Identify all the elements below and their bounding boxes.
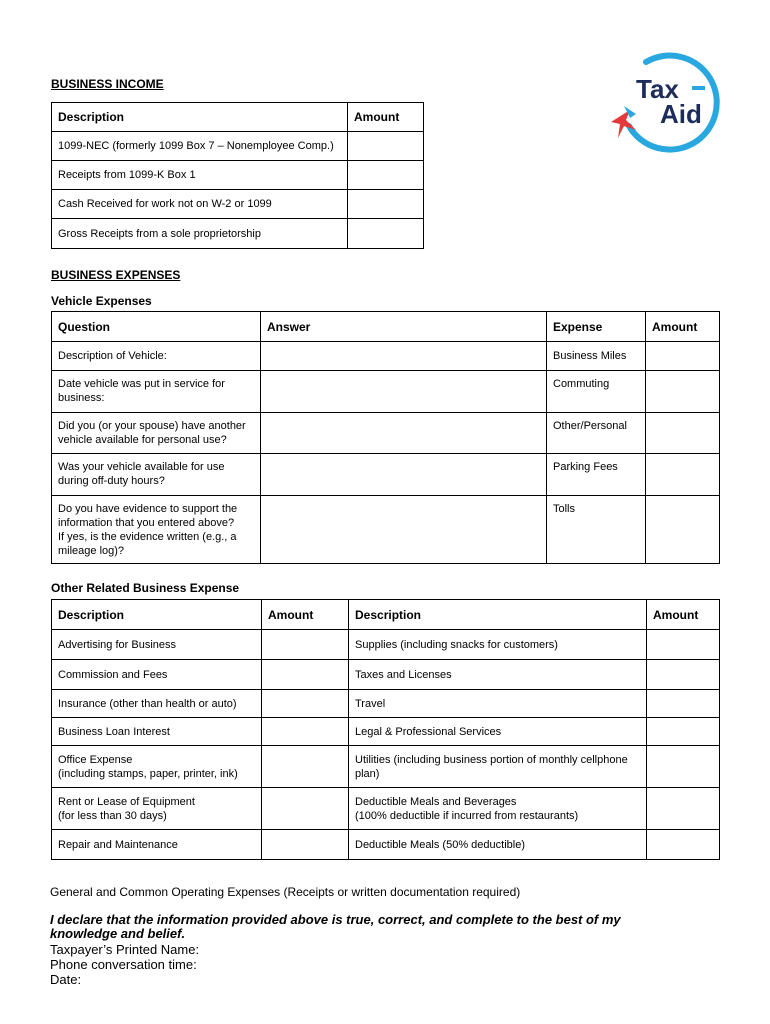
income-amount-cell[interactable] — [348, 190, 424, 219]
other-expense-label: Travel — [349, 690, 647, 718]
vehicle-header-answer: Answer — [261, 312, 547, 342]
other-amount-cell[interactable] — [262, 746, 349, 788]
income-row-label: Cash Received for work not on W-2 or 1099 — [52, 190, 348, 219]
other-expense-label: Deductible Meals and Beverages (100% deductible if incurred from restaurants) — [349, 788, 647, 830]
other-amount-cell[interactable] — [262, 788, 349, 830]
income-amount-cell[interactable] — [348, 132, 424, 161]
business-expenses-title: BUSINESS EXPENSES — [51, 268, 181, 282]
business-income-table — [51, 102, 424, 249]
other-expense-label: Deductible Meals (50% deductible) — [349, 830, 647, 860]
vehicle-expenses-title: Vehicle Expenses — [51, 294, 152, 308]
logo-graphic — [606, 48, 724, 158]
other-amount-cell[interactable] — [647, 660, 720, 690]
vehicle-expense-label: Other/Personal — [547, 413, 646, 454]
vehicle-amount-cell[interactable] — [646, 454, 720, 496]
vehicle-answer-cell[interactable] — [261, 413, 547, 454]
vehicle-amount-cell[interactable] — [646, 413, 720, 454]
other-amount-cell[interactable] — [647, 718, 720, 746]
other-header-amount-2: Amount — [647, 600, 720, 630]
other-expense-label: Advertising for Business — [52, 630, 262, 660]
taxaid-logo — [606, 48, 724, 158]
vehicle-answer-cell[interactable] — [261, 454, 547, 496]
other-amount-cell[interactable] — [262, 660, 349, 690]
other-expense-label: Legal & Professional Services — [349, 718, 647, 746]
other-amount-cell[interactable] — [647, 746, 720, 788]
other-amount-cell[interactable] — [647, 788, 720, 830]
vehicle-amount-cell[interactable] — [646, 496, 720, 564]
date-label: Date: — [50, 972, 82, 987]
vehicle-expenses-table — [51, 311, 720, 564]
other-expense-label: Office Expense (including stamps, paper, printer, ink) — [52, 746, 262, 788]
other-expense-label: Utilities (including business portion of monthly cellphone plan) — [349, 746, 647, 788]
other-amount-cell[interactable] — [262, 718, 349, 746]
vehicle-amount-cell[interactable] — [646, 342, 720, 371]
vehicle-header-amount: Amount — [646, 312, 720, 342]
other-expense-label: Taxes and Licenses — [349, 660, 647, 690]
vehicle-expense-label: Commuting — [547, 371, 646, 413]
income-row-label: 1099-NEC (formerly 1099 Box 7 – Nonemployee Comp.) — [52, 132, 348, 161]
other-header-description: Description — [52, 600, 262, 630]
vehicle-expense-label: Parking Fees — [547, 454, 646, 496]
other-amount-cell[interactable] — [647, 630, 720, 660]
vehicle-question: Description of Vehicle: — [52, 342, 261, 371]
business-income-title: BUSINESS INCOME — [51, 77, 164, 91]
vehicle-amount-cell[interactable] — [646, 371, 720, 413]
other-header-amount: Amount — [262, 600, 349, 630]
declaration-text: I declare that the information provided above is true, correct, and complete to the best of my knowledge and belief. — [50, 912, 621, 941]
other-amount-cell[interactable] — [262, 630, 349, 660]
other-expense-label: Repair and Maintenance — [52, 830, 262, 860]
vehicle-header-question: Question — [52, 312, 261, 342]
general-expenses-note: General and Common Operating Expenses (Receipts or written documentation required) — [50, 885, 521, 899]
other-amount-cell[interactable] — [262, 830, 349, 860]
income-amount-cell[interactable] — [348, 219, 424, 249]
income-amount-cell[interactable] — [348, 161, 424, 190]
logo-text-tax: Tax — [636, 74, 679, 104]
phone-time-label: Phone conversation time: — [50, 957, 197, 972]
vehicle-expense-label: Tolls — [547, 496, 646, 564]
vehicle-answer-cell[interactable] — [261, 496, 547, 564]
other-expense-label: Supplies (including snacks for customers) — [349, 630, 647, 660]
vehicle-question: Did you (or your spouse) have another vehicle available for personal use? — [52, 413, 261, 454]
vehicle-question: Date vehicle was put in service for business: — [52, 371, 261, 413]
other-expenses-table — [51, 599, 720, 860]
vehicle-header-expense: Expense — [547, 312, 646, 342]
income-row-label: Gross Receipts from a sole proprietorship — [52, 219, 348, 249]
income-row-label: Receipts from 1099-K Box 1 — [52, 161, 348, 190]
other-expenses-title: Other Related Business Expense — [51, 581, 240, 595]
vehicle-expense-label: Business Miles — [547, 342, 646, 371]
other-expense-label: Commission and Fees — [52, 660, 262, 690]
income-header-amount: Amount — [348, 103, 424, 132]
other-header-description-2: Description — [349, 600, 647, 630]
income-header-description: Description — [52, 103, 348, 132]
other-amount-cell[interactable] — [647, 830, 720, 860]
other-expense-label: Insurance (other than health or auto) — [52, 690, 262, 718]
vehicle-answer-cell[interactable] — [261, 371, 547, 413]
other-expense-label: Rent or Lease of Equipment (for less than 30 days) — [52, 788, 262, 830]
other-amount-cell[interactable] — [647, 690, 720, 718]
vehicle-answer-cell[interactable] — [261, 342, 547, 371]
vehicle-question: Was your vehicle available for use during off-duty hours? — [52, 454, 261, 496]
vehicle-question: Do you have evidence to support the information that you entered above? If yes, is the evidence written (e.g., a mileage log)? — [52, 496, 261, 564]
printed-name-label: Taxpayer’s Printed Name: — [50, 942, 200, 957]
other-expense-label: Business Loan Interest — [52, 718, 262, 746]
other-amount-cell[interactable] — [262, 690, 349, 718]
logo-text-aid: Aid — [660, 99, 702, 129]
